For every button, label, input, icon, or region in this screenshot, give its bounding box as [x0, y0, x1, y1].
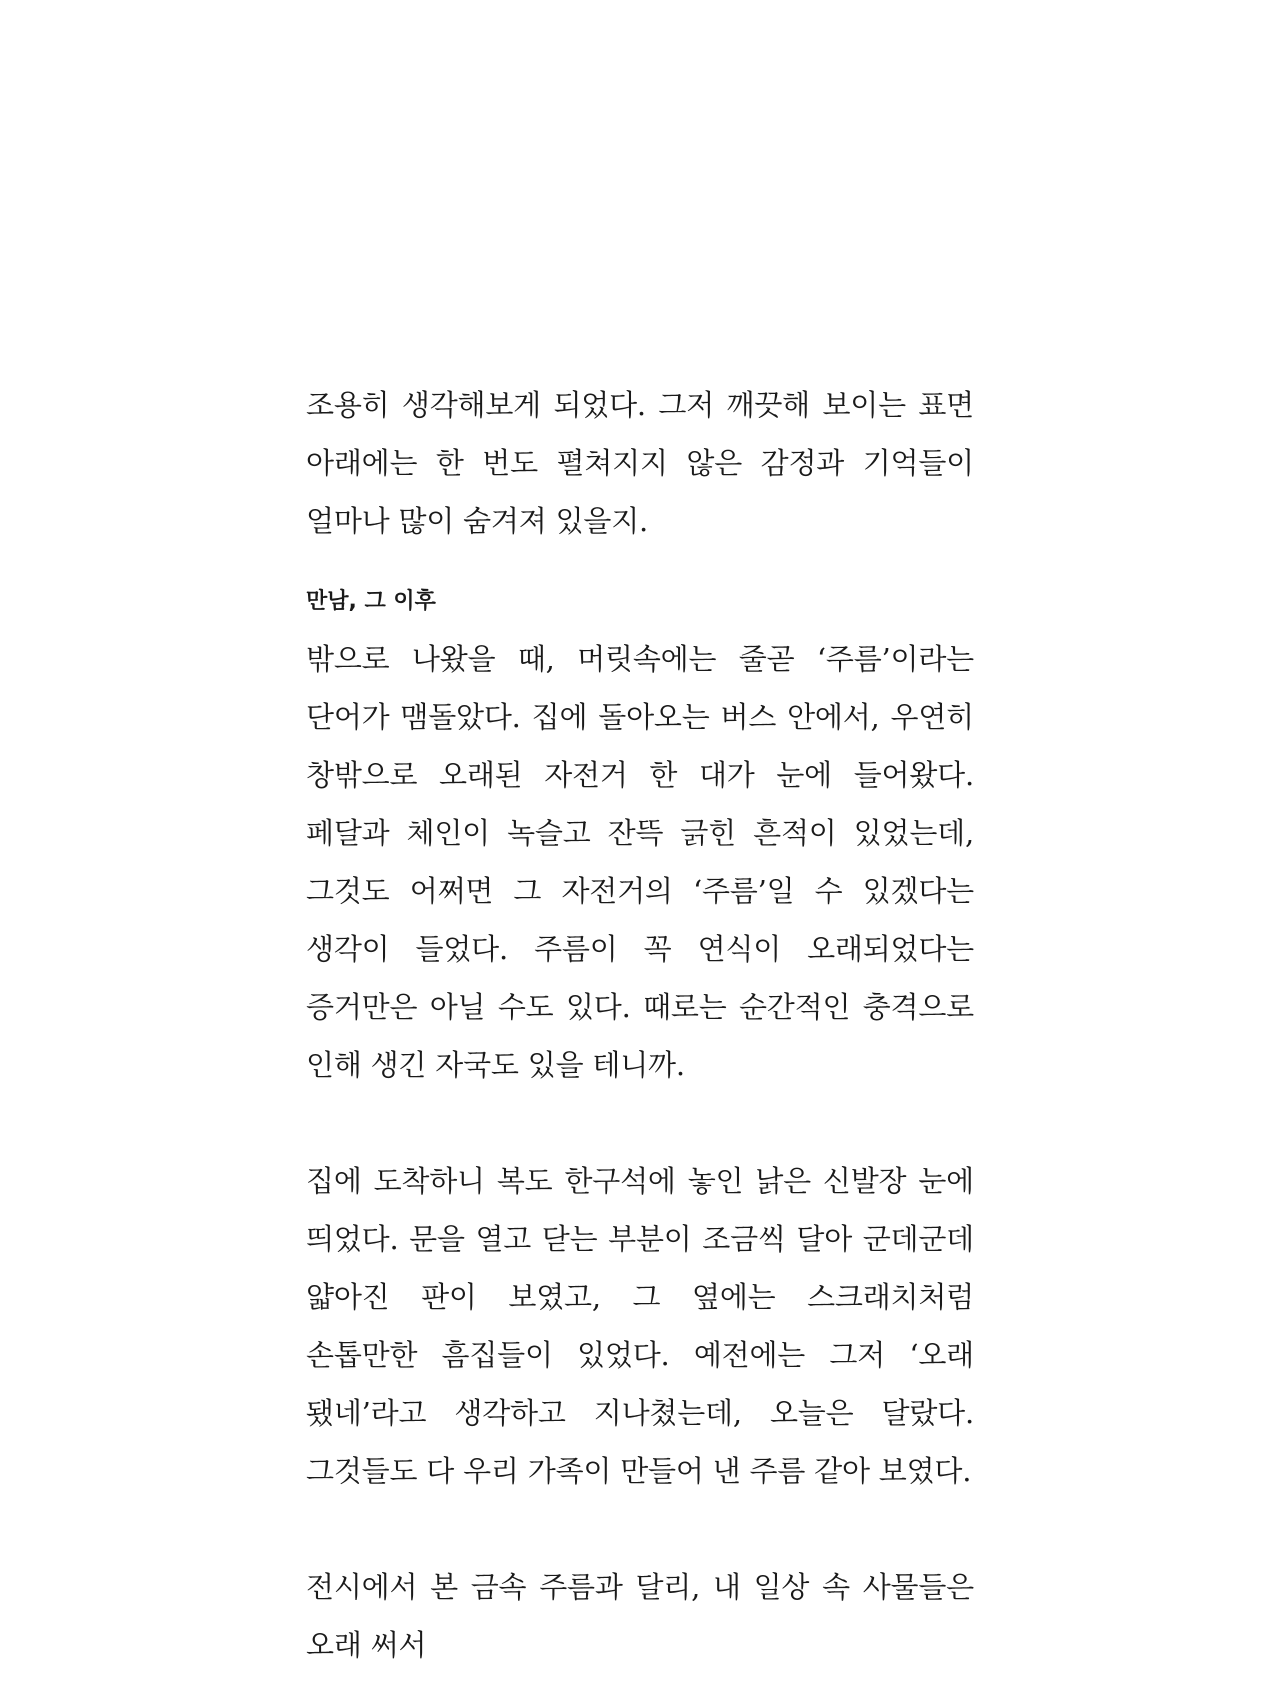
- paragraph-shoe-cabinet: 집에 도착하니 복도 한구석에 놓인 낡은 신발장 눈에 띄었다. 문을 열고 닫는 부분이 조금씩 달아 군데군데 얇아진 판이 보였고, 그 옆에는 스크래치처럼 손톱만한 흠집들이 있었다. 예전에는 그저 ‘오래 됐네’라고 생각하고 지나쳤는데, 오늘은 달랐다. 그것들도 다 우리 가족이 만들어 낸 주름 같아 보였다.: [306, 1164, 974, 1488]
- text-column: [306, 376, 974, 1674]
- paragraph-spacer: [306, 1500, 974, 1558]
- paragraph-bicycle: 밖으로 나왔을 때, 머릿속에는 줄곧 ‘주름’이라는 단어가 맴돌았다. 집에 돌아오는 버스 안에서, 우연히 창밖으로 오래된 자전거 한 대가 눈에 들어왔다. 페달과 체인이 녹슬고 잔뜩 긁힌 흔적이 있었는데, 그것도 어쩌면 그 자전거의 ‘주름’일 수 있겠다는 생각이 들었다. 주름이 꼭 연식이 오래되었다는 증거만은 아닐 수도 있다. 때로는 순간적인 충격으로 인해 생긴 자국도 있을 테니까.: [306, 642, 974, 1082]
- paragraph-intro: 조용히 생각해보게 되었다. 그저 깨끗해 보이는 표면 아래에는 한 번도 펼쳐지지 않은 감정과 기억들이 얼마나 많이 숨겨져 있을지.: [306, 388, 974, 538]
- paragraph-spacer: [306, 1094, 974, 1152]
- paragraph-everyday-objects: 전시에서 본 금속 주름과 달리, 내 일상 속 사물들은 오래 써서: [306, 1570, 974, 1662]
- section-heading: 만남, 그 이후: [306, 589, 436, 614]
